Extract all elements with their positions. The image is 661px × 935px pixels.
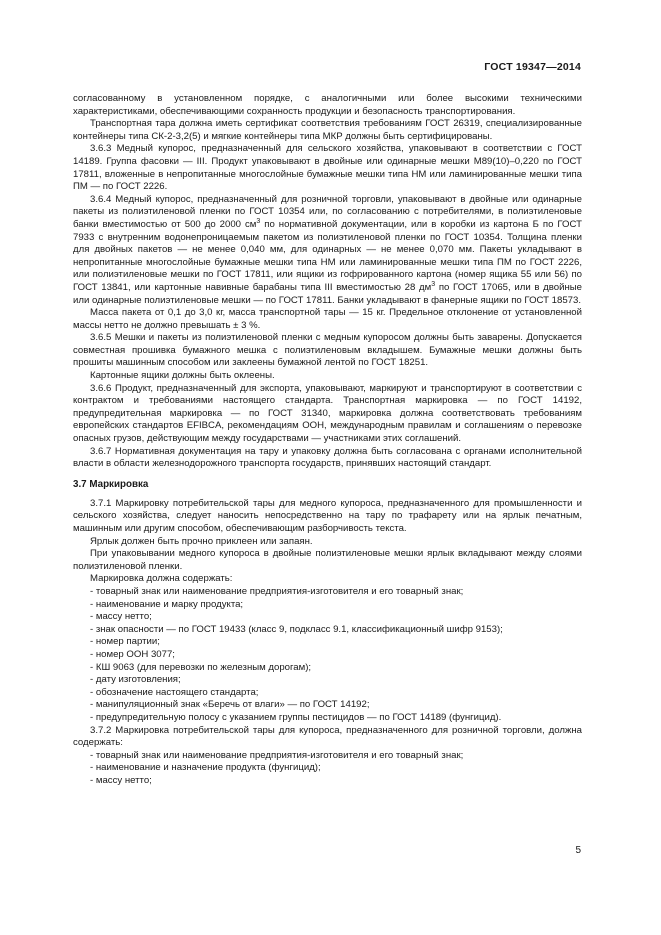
list-item: - массу нетто; xyxy=(90,611,152,623)
section-heading-marking: 3.7 Маркировка xyxy=(73,478,149,490)
paragraph-3-6-7: 3.6.7 Нормативная документация на тару и упаковку должна быть согласована с органами исполнительной власти в области железнодорожного транспорта государств, принявших настоящий стандарт. xyxy=(73,445,582,470)
paragraph-continuation: согласованному в установленном порядке, с аналогичными или более высокими техническими характеристиками, обеспечивающими сохранность продукции и безопасность транспортирования. xyxy=(73,93,582,117)
page-body xyxy=(73,93,582,787)
paragraph-mass: Масса пакета от 0,1 до 3,0 кг, масса транспортной тары — 15 кг. Предельное отклонение от установленной массы нетто не должно превышать ± 3 %. xyxy=(73,307,582,331)
paragraph-3-6-3: 3.6.3 Медный купорос, предназначенный для сельского хозяйства, упаковывают в соответствии с ГОСТ 14189. Группа фасовки — III. Продукт упаковывают в двойные или одинарные мешки М89(10)–0,220 по ГОСТ 17811, вложенные в непропитанные многослойные бумажные мешки типа НМ или ламинированные мешки типа ПМ — по ГОСТ 2226. xyxy=(73,143,582,193)
paragraph-double-bags: При упаковывании медного купороса в двойные полиэтиленовые мешки ярлык вкладывают между слоями полиэтиленовой пленки. xyxy=(73,548,582,572)
list-item: - КШ 9063 (для перевозки по железным дорогам); xyxy=(90,661,312,673)
p364-part-2: по нормативной документации, или в коробки из картона Б по ГОСТ 7933 с внутренним водонепроницаемым пакетом из полиэтиленовой пленки по ГОСТ 10354. Толщина пленки для двойных пакетов — не менее 0,040 мм, для одинарных — не менее 0,070 мм. Пакеты укладывают в непропитанные многослойные бумажные мешки типа НМ или ламинированные мешки типа ПМ по ГОСТ 2226, или полиэтиленовые мешки по ГОСТ 17811, или ящики из гофрированного картона (номер ящика 55 или 56) по ГОСТ 13841, или картонные навивные барабаны типа III вместимостью 28 дм xyxy=(73,218,582,293)
document-code-header: ГОСТ 19347—2014 xyxy=(484,61,581,73)
list-item: - дату изготовления; xyxy=(90,674,181,686)
paragraph-3-6-6: 3.6.6 Продукт, предназначенный для экспорта, упаковывают, маркируют и транспортируют в соответствии с контрактом и требованиями настоящего стандарта. Транспортная маркировка — по ГОСТ 14192, предупредительная маркировка — по ГОСТ 31340, маркировка должна соответствовать требованиям европейских стандартов EFIBCA, рекомендациям ООН, международным правилам и соглашениям о перевозке опасных грузов, действующим между государствами — участниками этих соглашений. xyxy=(73,382,582,445)
list-item: - знак опасности — по ГОСТ 19433 (класс 9, подкласс 9.1, классификационный шифр 9153); xyxy=(90,623,503,635)
paragraph-3-7-1: 3.7.1 Маркировку потребительской тары для медного купороса, предназначенного для промышленности и сельского хозяйства, следует наносить непосредственно на тару по трафарету или на ярлык печатным, машинным или другим способом, обеспечивающим разборчивость текста. xyxy=(73,497,582,534)
list-item: - номер ООН 3077; xyxy=(90,648,175,660)
paragraph-label: Ярлык должен быть прочно приклеен или запаян. xyxy=(90,535,313,547)
p364-superscript-1: 3 xyxy=(256,217,261,225)
p364-part-3: по ГОСТ 17065, или в двойные или одинарные полиэтиленовые мешки — по ГОСТ 17811. Банки укладывают в фанерные ящики по ГОСТ 18573. xyxy=(73,281,582,306)
paragraph-marking-contains: Маркировка должна содержать: xyxy=(90,573,233,585)
list-item: - манипуляционный знак «Беречь от влаги» — по ГОСТ 14192; xyxy=(90,699,370,711)
list-item: - массу нетто; xyxy=(90,774,152,786)
list-item: - товарный знак или наименование предприятия-изготовителя и его товарный знак; xyxy=(90,749,464,761)
list-item: - номер партии; xyxy=(90,636,160,648)
list-item: - товарный знак или наименование предприятия-изготовителя и его товарный знак; xyxy=(90,585,464,597)
p364-part-1: 3.6.4 Медный купорос, предназначенный для розничной торговли, упаковывают в двойные или одинарные пакеты из полиэтиленовой пленки по ГОСТ 10354 или, по согласованию с потребителями, в полиэтиленовые банки вместимостью от 500 до 2000 см xyxy=(73,193,582,230)
paragraph-certificate: Транспортная тара должна иметь сертификат соответствия требованиям ГОСТ 26319, специализированные контейнеры типа СК-2-3,2(5) и мягкие контейнеры типа МКР должны быть сертифицированы. xyxy=(73,118,582,142)
list-item: - предупредительную полосу с указанием группы пестицидов — по ГОСТ 14189 (фунгицид). xyxy=(90,711,502,723)
list-item: - наименование и назначение продукта (фунгицид); xyxy=(90,762,321,774)
page-number: 5 xyxy=(575,845,581,856)
list-item: - наименование и марку продукта; xyxy=(90,598,244,610)
paragraph-3-6-5: 3.6.5 Мешки и пакеты из полиэтиленовой пленки с медным купоросом должны быть заварены. Допускается совместная прошивка бумажного мешка с полиэтиленовым вкладышем. Бумажные мешки должны быть прошиты машинным способом или заклеены бумажной лентой по ГОСТ 18251. xyxy=(73,332,582,369)
paragraph-3-7-2: 3.7.2 Маркировка потребительской тары для купороса, предназначенного для розничной торговли, должна содержать: xyxy=(73,724,582,749)
list-item: - обозначение настоящего стандарта; xyxy=(90,686,259,698)
paragraph-3-6-4 xyxy=(73,194,582,307)
p364-superscript-2: 3 xyxy=(431,280,436,288)
paragraph-boxes: Картонные ящики должны быть оклеены. xyxy=(90,370,275,382)
